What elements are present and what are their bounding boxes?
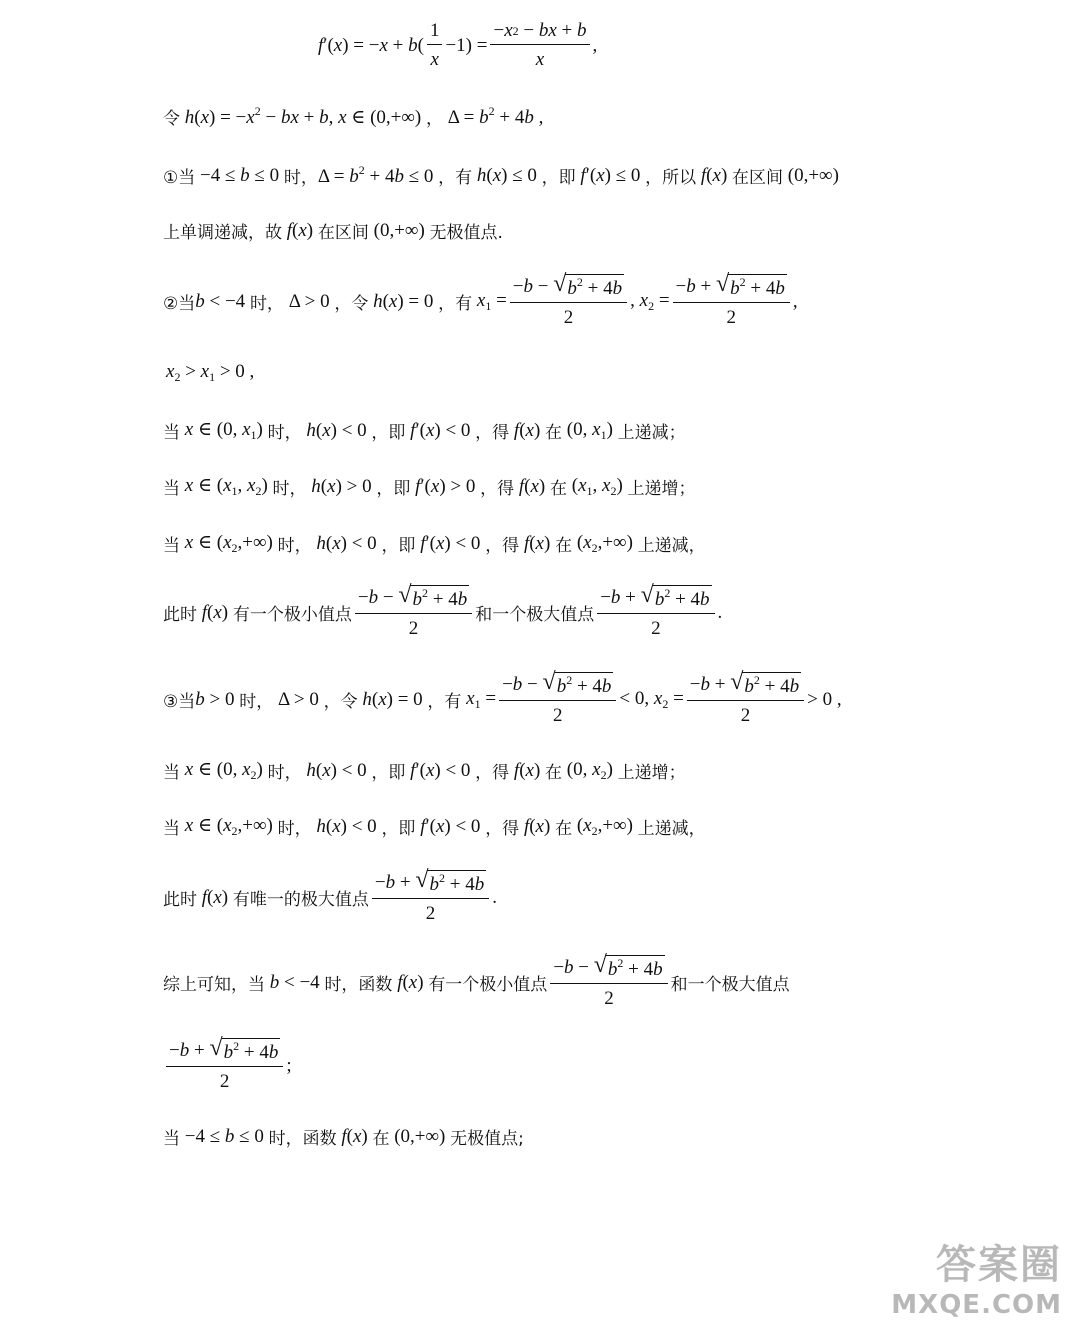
line-10: 此时 f(x) 有一个极小值点 − b − √ $b^2 + 4b$ 2 和一个极大值点 − b + √ $b^2 + 4b$ 2 .	[163, 582, 723, 639]
line-11: ③当 b > 0 时， Δ > 0 ，令 h(x) = 0 ，有 $x_1$ = − b − √ $b^2 + 4b$ 2 < 0, $x_2$ = − b + √ $b^2 + 4b$ 2 > 0 ,	[163, 669, 842, 726]
line-7: 当 x ∈ (0, $x_1$) 时， h(x) < 0 ，即 f′(x) < 0 ，得 f(x) 在 (0, $x_1$) 上递减；	[163, 418, 686, 443]
line-3: ①当 −4 ≤ b ≤ 0 时， $\Delta = b^2 + 4b \le 0$ ，有 h(x) ≤ 0 ，即 f′(x) ≤ 0 ，所以 f(x) 在区间 (0,+∞)	[163, 163, 839, 188]
line-2: 令 $h(x) = -x^2$ − bx + b, x ∈ (0,+∞) ， $\Delta = b^2 + 4b$ ,	[163, 104, 544, 129]
line-5: ②当 b < −4 时， Δ > 0 ，令 h(x) = 0 ，有 $x_1$ = − b − √ $b^2 + 4b$ 2 , $x_2$ = − b + √ $b^2 + 4b$ 2 ,	[163, 271, 798, 328]
watermark-logo	[891, 1233, 1062, 1320]
line-14: 此时 f(x) 有唯一的极大值点 − b + √ $b^2 + 4b$ 2 .	[163, 867, 497, 924]
line-9: 当 x ∈ $(x_2,+\infty)$ 时， h(x) < 0 ，即 f′(x) < 0 ，得 f(x) 在 $(x_2,+\infty)$ 上递减，	[163, 531, 706, 556]
line-6: $x_2 > x_1 > 0$ ,	[166, 361, 255, 384]
watermark-bottom-text: MXQE.COM	[891, 1290, 1062, 1320]
line-17: 当 −4 ≤ b ≤ 0 时，函数 f(x) 在 (0,+∞) 无极值点;	[163, 1125, 524, 1149]
line-15: 综上可知，当 b < −4 时，函数 f(x) 有一个极小值点 − b − √ $b^2 + 4b$ 2 和一个极大值点	[163, 952, 790, 1009]
watermark-top-text: 答案圈	[936, 1242, 1062, 1288]
line-8: 当 x ∈ ($x_1$, $x_2$) 时， h(x) > 0 ，即 f′(x) > 0 ，得 f(x) 在 ($x_1$, $x_2$) 上递增；	[163, 474, 696, 499]
line-13: 当 x ∈ $(x_2,+\infty)$ 时， h(x) < 0 ，即 f′(x) < 0 ，得 f(x) 在 $(x_2,+\infty)$ 上递减，	[163, 814, 706, 839]
line-16: − b + √ $b^2 + 4b$ 2 ;	[163, 1038, 292, 1093]
line-4: 上单调递减，故 f(x) 在区间 (0,+∞) 无极值点.	[163, 219, 503, 243]
line-12: 当 x ∈ (0, $x_2$) 时， h(x) < 0 ，即 f′(x) < 0 ，得 f(x) 在 (0, $x_2$) 上递增；	[163, 758, 686, 783]
line-1: f′(x) = −x + b( $\frac{1}{x}$ −1) = − x 2 − bx + b x ,	[318, 20, 598, 70]
